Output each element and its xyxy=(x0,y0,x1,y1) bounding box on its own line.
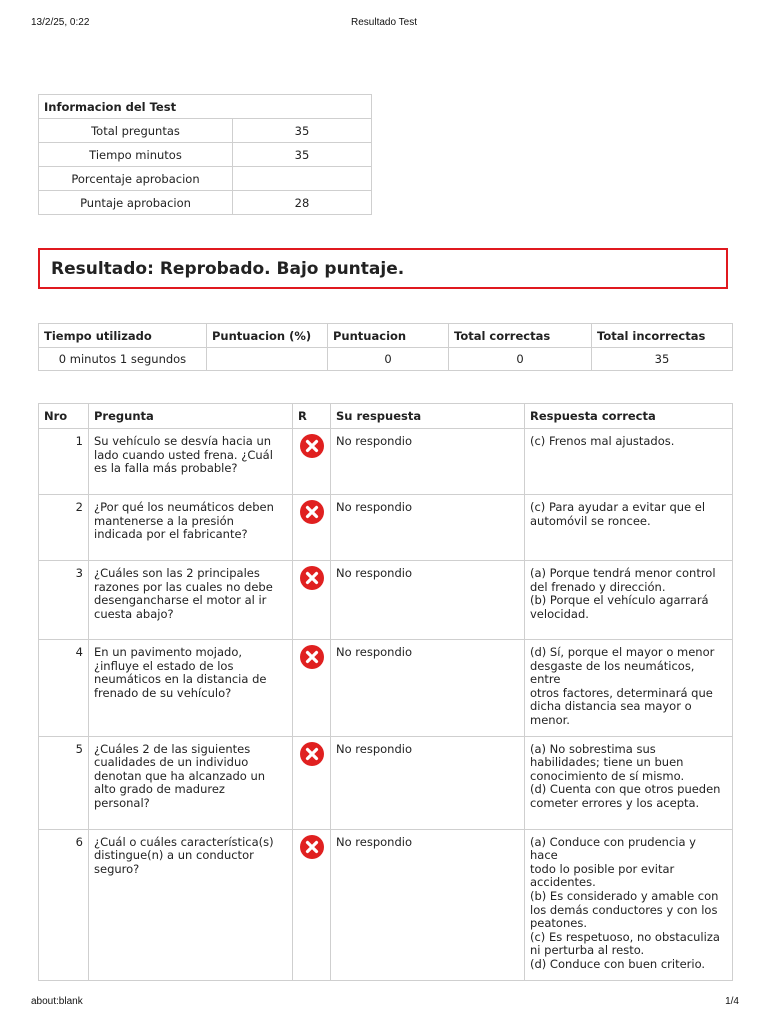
correct-answer xyxy=(525,829,733,980)
correct-answer-line: otros factores, determinará que xyxy=(530,685,713,700)
questions-header: Su respuesta xyxy=(331,404,525,429)
correct-answer-line: (a) Conduce con prudencia y hace xyxy=(530,834,696,863)
summary-header: Total correctas xyxy=(449,324,592,348)
correct-answer xyxy=(525,495,733,561)
question-text-line: personal? xyxy=(94,795,150,810)
question-text-line: lado cuando usted frena. ¿Cuál xyxy=(94,447,273,462)
table-row xyxy=(39,119,372,143)
correct-answer-line: desgaste de los neumáticos, entre xyxy=(530,658,695,687)
result-cell xyxy=(293,736,331,829)
wrong-cross-icon xyxy=(300,835,324,859)
table-row xyxy=(39,191,372,215)
question-text-line: ¿Por qué los neumáticos deben xyxy=(94,500,274,514)
result-cell xyxy=(293,829,331,980)
summary-header: Puntuacion xyxy=(328,324,449,348)
info-value: 28 xyxy=(233,191,372,215)
table-row xyxy=(39,736,733,829)
correct-answer-line: del frenado y dirección. xyxy=(530,579,666,594)
question-number: 1 xyxy=(39,429,89,495)
correct-answer xyxy=(525,429,733,495)
summary-value: 0 xyxy=(449,348,592,371)
correct-answer-line: todo lo posible por evitar xyxy=(530,861,675,876)
correct-answer-line: (a) No sobrestima sus xyxy=(530,741,656,756)
your-answer: No respondio xyxy=(331,561,525,640)
correct-answer-line: peatones. xyxy=(530,916,587,931)
question-text-line: ¿influye el estado de los xyxy=(94,658,234,673)
info-label: Tiempo minutos xyxy=(39,143,233,167)
summary-value xyxy=(207,348,328,371)
info-value xyxy=(233,167,372,191)
correct-answer-line: automóvil se roncee. xyxy=(530,513,651,528)
result-banner: Resultado: Reprobado. Bajo puntaje. xyxy=(38,248,728,289)
question-text-line: ¿Cuáles son las 2 principales xyxy=(94,566,260,580)
your-answer: No respondio xyxy=(331,736,525,829)
questions-header: Nro xyxy=(39,404,89,429)
info-label: Puntaje aprobacion xyxy=(39,191,233,215)
questions-header: R xyxy=(293,404,331,429)
correct-answer-line: (d) Cuenta con que otros pueden xyxy=(530,782,721,797)
questions-header: Respuesta correcta xyxy=(525,404,733,429)
question-text xyxy=(89,495,293,561)
question-text-line: razones por las cuales no debe xyxy=(94,579,273,594)
question-text-line: Su vehículo se desvía hacia un xyxy=(94,434,272,448)
your-answer: No respondio xyxy=(331,429,525,495)
wrong-cross-icon xyxy=(300,645,324,669)
correct-answer-line: conocimiento de sí mismo. xyxy=(530,768,685,783)
question-number: 6 xyxy=(39,829,89,980)
summary-value: 0 minutos 1 segundos xyxy=(39,348,207,371)
question-text-line: mantenerse a la presión xyxy=(94,513,234,528)
questions-table xyxy=(38,403,733,981)
table-row xyxy=(39,143,372,167)
wrong-cross-icon xyxy=(300,500,324,524)
info-value: 35 xyxy=(233,143,372,167)
questions-header: Pregunta xyxy=(89,404,293,429)
correct-answer-line: habilidades; tiene un buen xyxy=(530,755,684,770)
print-page-number: 1/4 xyxy=(725,996,739,1007)
question-text-line: desengancharse el motor al ir xyxy=(94,593,267,608)
table-row xyxy=(39,495,733,561)
question-text xyxy=(89,561,293,640)
info-label: Total preguntas xyxy=(39,119,233,143)
correct-answer-line: accidentes. xyxy=(530,875,596,890)
print-datetime: 13/2/25, 0:22 xyxy=(31,17,90,28)
correct-answer xyxy=(525,561,733,640)
table-row xyxy=(39,829,733,980)
question-number: 4 xyxy=(39,640,89,737)
correct-answer-line: (c) Para ayudar a evitar que el xyxy=(530,500,706,514)
question-number: 5 xyxy=(39,736,89,829)
question-text-line: denotan que ha alcanzado un xyxy=(94,768,266,783)
summary-header: Puntuacion (%) xyxy=(207,324,328,348)
question-text-line: neumáticos en la distancia de xyxy=(94,672,267,687)
correct-answer-line: (d) Sí, porque el mayor o menor xyxy=(530,645,715,659)
question-text-line: frenado de su vehículo? xyxy=(94,685,232,700)
wrong-cross-icon xyxy=(300,566,324,590)
print-url: about:blank xyxy=(31,996,83,1007)
table-row xyxy=(39,348,733,371)
your-answer: No respondio xyxy=(331,495,525,561)
info-label: Porcentaje aprobacion xyxy=(39,167,233,191)
wrong-cross-icon xyxy=(300,742,324,766)
correct-answer-line: (c) Es respetuoso, no obstaculiza xyxy=(530,929,720,944)
question-number: 3 xyxy=(39,561,89,640)
correct-answer-line: dicha distancia sea mayor o xyxy=(530,699,692,714)
question-text-line: En un pavimento mojado, xyxy=(94,645,243,659)
question-text-line: ¿Cuál o cuáles característica(s) xyxy=(94,834,274,849)
correct-answer-line: menor. xyxy=(530,712,570,727)
correct-answer-line: los demás conductores y con los xyxy=(530,902,718,917)
wrong-cross-icon xyxy=(300,434,324,458)
question-text-line: es la falla más probable? xyxy=(94,461,238,476)
correct-answer-line: (b) Porque el vehículo agarrará xyxy=(530,593,709,608)
question-text-line: alto grado de madurez xyxy=(94,782,225,797)
test-info-table xyxy=(38,94,372,215)
summary-header: Tiempo utilizado xyxy=(39,324,207,348)
info-value: 35 xyxy=(233,119,372,143)
table-row xyxy=(39,429,733,495)
correct-answer-line: (c) Frenos mal ajustados. xyxy=(530,434,675,448)
your-answer: No respondio xyxy=(331,640,525,737)
result-cell xyxy=(293,561,331,640)
correct-answer-line: (d) Conduce con buen criterio. xyxy=(530,956,706,971)
table-row xyxy=(39,167,372,191)
question-text-line: cuesta abajo? xyxy=(94,606,174,621)
question-text xyxy=(89,640,293,737)
table-row xyxy=(39,561,733,640)
question-text-line: indicada por el fabricante? xyxy=(94,527,248,542)
summary-value: 35 xyxy=(592,348,733,371)
summary-header: Total incorrectas xyxy=(592,324,733,348)
correct-answer-line: velocidad. xyxy=(530,606,589,621)
question-text xyxy=(89,429,293,495)
result-cell xyxy=(293,495,331,561)
correct-answer xyxy=(525,640,733,737)
table-row xyxy=(39,640,733,737)
your-answer: No respondio xyxy=(331,829,525,980)
correct-answer-line: cometer errores y los acepta. xyxy=(530,795,700,810)
summary-table xyxy=(38,323,733,371)
result-cell xyxy=(293,429,331,495)
test-info-heading: Informacion del Test xyxy=(39,95,372,119)
correct-answer-line: (b) Es considerado y amable con xyxy=(530,888,719,903)
correct-answer xyxy=(525,736,733,829)
correct-answer-line: ni perturba al resto. xyxy=(530,943,645,958)
question-text-line: seguro? xyxy=(94,861,140,876)
question-number: 2 xyxy=(39,495,89,561)
question-text xyxy=(89,829,293,980)
summary-value: 0 xyxy=(328,348,449,371)
question-text xyxy=(89,736,293,829)
question-text-line: cualidades de un individuo xyxy=(94,755,249,770)
correct-answer-line: (a) Porque tendrá menor control xyxy=(530,566,716,580)
question-text-line: ¿Cuáles 2 de las siguientes xyxy=(94,741,251,756)
print-title: Resultado Test xyxy=(351,17,417,28)
result-cell xyxy=(293,640,331,737)
question-text-line: distingue(n) a un conductor xyxy=(94,848,254,863)
